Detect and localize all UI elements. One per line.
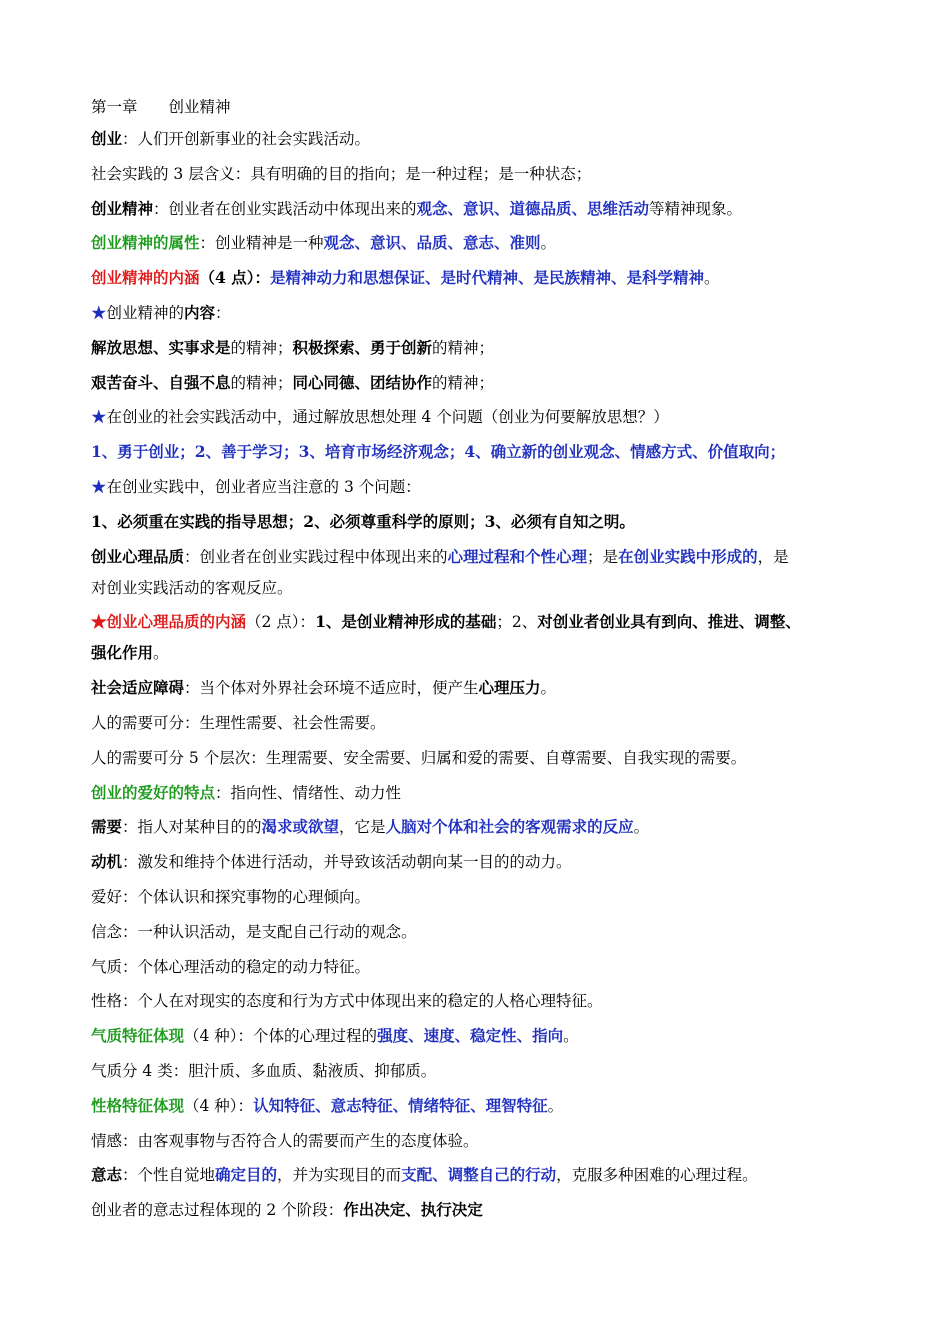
paragraph: [91, 747, 871, 769]
paragraph: [91, 476, 871, 498]
paragraph: [91, 886, 871, 908]
paragraph: [91, 956, 871, 978]
text-segment: 人的需要可分 5 个层次：生理需要、安全需要、归属和爱的需要、自尊需要、自我实现的需要。: [91, 748, 747, 767]
paragraph: [91, 712, 871, 734]
text-segment: 性格特征体现: [91, 1095, 185, 1115]
paragraph: [91, 1130, 871, 1152]
text-segment: ，并为实现目的而: [277, 1166, 402, 1185]
paragraph: [91, 441, 871, 463]
text-segment: 是精神动力和思想保证、是时代精神、是民族精神、是科学精神: [269, 268, 704, 288]
text-segment: 强度、速度、稳定性、指向: [377, 1026, 564, 1046]
text-segment: （4 种）：: [184, 1096, 254, 1115]
text-segment: 。: [563, 1027, 579, 1046]
text-segment: 。: [703, 269, 720, 288]
text-segment: ：创业精神是一种: [199, 234, 324, 253]
paragraph: [91, 1025, 871, 1047]
text-segment: 气质分 4 类：胆汁质、多血质、黏液质、抑郁质。: [91, 1061, 437, 1080]
paragraph: [91, 511, 871, 533]
text-segment: 爱好：个体认识和探究事物的心理倾向。: [91, 887, 371, 906]
text-segment: 同心同德、团结协作: [292, 372, 433, 392]
star-icon: ★: [91, 408, 107, 427]
paragraph: [91, 611, 871, 633]
text-segment: 作出决定、执行决定: [343, 1200, 483, 1220]
text-segment: （2 点）：: [246, 613, 316, 632]
paragraph: [91, 128, 871, 150]
paragraph: [91, 406, 871, 428]
star-icon: ★: [91, 477, 107, 496]
paragraph: [91, 1060, 871, 1082]
paragraph: [91, 163, 871, 185]
text-segment: ★创业心理品质的内涵: [91, 612, 247, 632]
text-segment: 创业的爱好的特点: [91, 782, 216, 802]
text-segment: 观念、意识、道德品质、思维活动: [416, 198, 650, 218]
paragraph-continuation: [91, 577, 871, 599]
text-segment: 支配、调整自己的行动: [401, 1165, 557, 1185]
text-segment: 人的需要可分：生理性需要、社会性需要。: [91, 713, 386, 732]
text-segment: 1、必须重在实践的指导思想；2、必须尊重科学的原则；3、必须有自知之明。: [91, 511, 635, 531]
text-segment: ；是: [587, 547, 619, 566]
star-icon: ★: [91, 303, 107, 322]
text-segment: 心理压力: [478, 678, 541, 698]
text-segment: 1、勇于创业；2、善于学习；3、培育市场经济观念；4、确立新的创业观念、情感方式、价值取向；: [91, 442, 786, 462]
paragraph: [91, 921, 871, 943]
text-segment: 创业精神: [91, 198, 154, 218]
text-segment: 的精神；: [432, 373, 495, 392]
paragraph: [91, 816, 871, 838]
text-segment: ：人们开创新事业的社会实践活动。: [122, 130, 371, 148]
text-segment: 的精神；: [432, 338, 495, 357]
text-segment: ：当个体对外界社会环境不适应时，便产生: [184, 679, 479, 698]
text-segment: （4 种）：个体的心理过程的: [184, 1027, 378, 1046]
paragraph: [91, 1095, 871, 1117]
text-segment: 。: [540, 234, 557, 253]
text-segment: 人脑对个体和社会的客观需求的反应: [385, 817, 634, 837]
text-segment: 渴求或欲望: [261, 817, 340, 837]
text-segment: ：个性自觉地: [122, 1166, 216, 1185]
text-segment: 。: [633, 818, 650, 837]
text-segment: 对创业者创业具有到向、推进、调整、: [537, 612, 801, 632]
text-segment: 在创业实践中形成的: [618, 546, 758, 566]
text-segment: 创业精神的内涵: [91, 268, 200, 288]
text-segment: 观念、意识、品质、意志、准则: [323, 233, 541, 253]
document-page: [91, 96, 871, 1234]
text-segment: 解放思想、实事求是: [91, 337, 231, 357]
paragraph-continuation: [91, 642, 871, 664]
text-segment: 等精神现象。: [649, 199, 743, 218]
text-segment: 艰苦奋斗、自强不息: [91, 372, 231, 392]
text-segment: 意志: [91, 1165, 123, 1185]
text-segment: 需要: [91, 817, 123, 837]
text-segment: 第一章 创业精神: [91, 98, 231, 116]
text-segment: （4 点）：: [199, 268, 270, 288]
text-segment: 性格：个人在对现实的态度和行为方式中体现出来的稳定的人格心理特征。: [91, 992, 603, 1011]
chapter-title: [91, 96, 871, 118]
text-segment: 在创业的社会实践活动中，通过解放思想处理 4 个问题（创业为何要解放思想？）: [106, 408, 669, 427]
text-segment: ：创业者在创业实践活动中体现出来的: [153, 199, 417, 218]
paragraph: [91, 337, 871, 359]
text-segment: ；2、: [496, 613, 538, 632]
paragraph: [91, 372, 871, 394]
text-segment: ：创业者在创业实践过程中体现出来的: [184, 547, 448, 566]
text-segment: ：指人对某种目的的: [122, 818, 262, 837]
text-segment: 。: [153, 644, 169, 663]
paragraph: [91, 302, 871, 324]
paragraph: [91, 546, 871, 568]
text-segment: 社会适应障碍: [91, 678, 185, 698]
text-segment: 在创业实践中，创业者应当注意的 3 个问题：: [106, 477, 421, 496]
text-segment: 气质特征体现: [91, 1026, 185, 1046]
paragraph: [91, 198, 871, 220]
paragraph: [91, 1164, 871, 1186]
text-segment: ，克服多种困难的心理过程。: [556, 1166, 758, 1185]
paragraph: [91, 232, 871, 254]
text-segment: 1、是创业精神形成的基础: [315, 612, 497, 632]
text-segment: 创业: [91, 129, 123, 148]
text-segment: 创业精神的属性: [91, 233, 200, 253]
text-segment: 的精神；: [230, 338, 293, 357]
text-segment: 创业心理品质: [91, 546, 185, 566]
text-segment: ：: [215, 303, 231, 322]
text-segment: 动机: [91, 852, 123, 872]
paragraph: [91, 990, 871, 1012]
text-segment: ：激发和维持个体进行活动，并导致该活动朝向某一目的的动力。: [122, 853, 572, 872]
text-segment: 的精神；: [230, 373, 293, 392]
paragraph: [91, 782, 871, 804]
text-segment: 对创业实践活动的客观反应。: [91, 578, 293, 597]
text-segment: 。: [547, 1096, 564, 1115]
text-segment: ，它是: [339, 818, 386, 837]
text-segment: 确定目的: [215, 1165, 278, 1185]
text-segment: 内容: [184, 302, 216, 322]
text-segment: 创业精神的: [106, 303, 185, 322]
text-segment: 气质：个体心理活动的稳定的动力特征。: [91, 957, 371, 976]
text-segment: 创业者的意志过程体现的 2 个阶段：: [91, 1201, 344, 1220]
text-segment: 。: [540, 679, 557, 698]
text-segment: 信念：一种认识活动，是支配自己行动的观念。: [91, 922, 417, 941]
text-segment: 情感：由客观事物与否符合人的需要而产生的态度体验。: [91, 1131, 479, 1150]
text-segment: 认知特征、意志特征、情绪特征、理智特征: [253, 1095, 548, 1115]
paragraph: [91, 677, 871, 699]
text-segment: 心理过程和个性心理: [447, 546, 588, 566]
paragraph: [91, 851, 871, 873]
paragraph: [91, 1199, 871, 1221]
text-segment: 强化作用: [91, 643, 154, 663]
text-segment: 社会实践的 3 层含义：具有明确的目的指向；是一种过程；是一种状态；: [91, 164, 592, 183]
paragraph: [91, 267, 871, 289]
text-segment: ，是: [757, 547, 789, 566]
text-segment: 积极探索、勇于创新: [292, 337, 433, 357]
text-segment: ：指向性、情绪性、动力性: [215, 783, 402, 802]
